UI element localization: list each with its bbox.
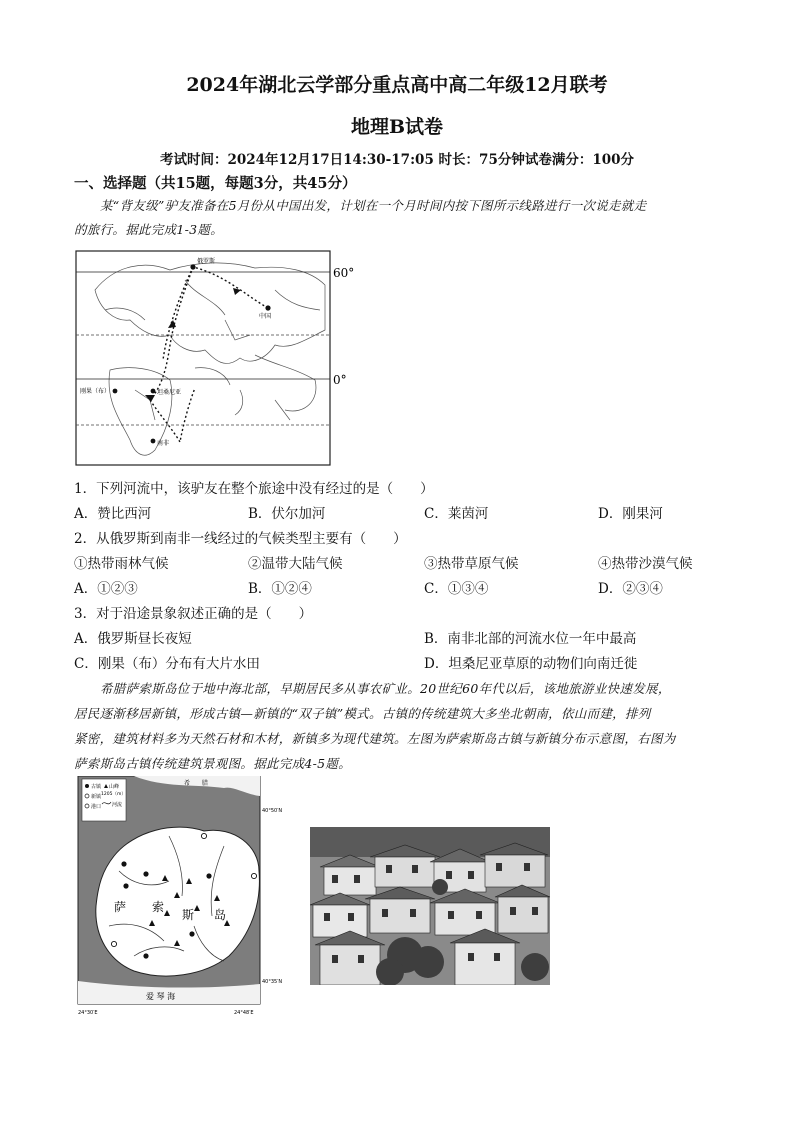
q2-item-4: ④热带沙漠气候 <box>598 556 693 572</box>
island-char-4: 岛 <box>214 908 227 922</box>
q2-option-a[interactable]: A．①②③ <box>74 581 138 597</box>
legend-mountain: 山峰 <box>109 784 120 790</box>
question-2-stem: 2．从俄罗斯到南非一线经过的气候类型主要有（ ） <box>74 531 407 547</box>
q1-option-d[interactable]: D．刚果河 <box>598 506 663 522</box>
q2-option-c[interactable]: C．①③④ <box>424 581 489 597</box>
q1-option-c[interactable]: C．莱茵河 <box>424 506 489 522</box>
label-congo: 刚果（布） <box>80 388 111 395</box>
label-aegean: 爱 琴 海 <box>146 992 176 1001</box>
island-char-1: 萨 <box>114 900 127 914</box>
intro1-line2: 的旅行。据此完成1-3题。 <box>74 222 224 237</box>
thasos-map-svg <box>74 776 294 1018</box>
island-char-2: 索 <box>152 900 165 914</box>
intro2-line2: 居民逐渐移居新镇，形成古镇—新镇的“双子镇”模式。古镇的传统建筑大多坐北朝南，依山而建，排列 <box>74 706 651 721</box>
label-russia: 俄罗斯 <box>197 258 216 265</box>
island-char-3: 斯 <box>182 908 195 922</box>
question-1-stem: 1．下列河流中，该驴友在整个旅途中没有经过的是（ ） <box>74 481 434 497</box>
route-map <box>75 250 365 470</box>
section-heading: 一、选择题（共15题，每题3分，共45分） <box>74 175 357 192</box>
exam-subtitle: 地理B试卷 <box>350 116 444 138</box>
legend-port: 港口 <box>91 804 102 810</box>
q2-option-b[interactable]: B．①②④ <box>248 581 312 597</box>
label-lon-right: 24°48′E <box>234 1010 254 1016</box>
label-lat-bottom: 40°35′N <box>262 979 283 985</box>
q3-option-b[interactable]: B．南非北部的河流水位一年中最高 <box>424 631 637 647</box>
label-lon-left: 24°30′E <box>78 1010 98 1016</box>
old-town-photo <box>310 827 550 985</box>
intro2-line1: 希腊萨索斯岛位于地中海北部，早期居民多从事农矿业。20世纪60年代以后，该地旅游业快速发展， <box>100 681 671 696</box>
old-town-photo-svg <box>310 827 550 985</box>
intro1-line1: 某“背友级”驴友准备在5月份从中国出发，计划在一个月时间内按下图所示线路进行一次说走就走 <box>100 198 647 213</box>
q2-item-2: ②温带大陆气候 <box>248 556 343 572</box>
intro2-line3: 紧密，建筑材料多为天然石材和木材，新镇多为现代建筑。左图为萨索斯岛古镇与新镇分布示意图，右图为 <box>74 731 676 746</box>
exam-info: 考试时间：2024年12月17日14:30-17:05 时长：75分钟试卷满分：100分 <box>159 152 635 168</box>
label-lat-0: 0° <box>333 373 347 387</box>
legend-elevation: 1205（m） <box>101 792 126 797</box>
q3-option-d[interactable]: D．坦桑尼亚草原的动物们向南迁徙 <box>424 656 638 672</box>
q3-option-a[interactable]: A．俄罗斯昼长夜短 <box>74 631 192 647</box>
label-lat-60: 60° <box>333 266 355 280</box>
label-china: 中国 <box>259 313 272 320</box>
legend-old-town: 古镇 <box>91 784 102 790</box>
q3-option-c[interactable]: C．刚果（布）分布有大片水田 <box>74 656 260 672</box>
label-tanzania: 坦桑尼亚 <box>157 389 182 396</box>
route-map-svg <box>75 250 365 470</box>
label-greece: 希 腊 <box>184 780 209 787</box>
legend-river: 河流 <box>112 802 123 808</box>
label-southafrica: 南非 <box>157 440 170 447</box>
q2-item-1: ①热带雨林气候 <box>74 556 169 572</box>
thasos-map <box>74 776 294 1018</box>
q2-option-d[interactable]: D．②③④ <box>598 581 663 597</box>
question-3-stem: 3．对于沿途景象叙述正确的是（ ） <box>74 606 313 622</box>
q1-option-a[interactable]: A．赞比西河 <box>74 506 152 522</box>
q1-option-b[interactable]: B．伏尔加河 <box>248 506 326 522</box>
legend-new-town: 新镇 <box>91 794 102 800</box>
q2-item-3: ③热带草原气候 <box>424 556 519 572</box>
label-lat-top: 40°50′N <box>262 808 283 814</box>
exam-title: 2024年湖北云学部分重点高中高二年级12月联考 <box>186 74 608 96</box>
intro2-line4: 萨索斯岛古镇传统建筑景观图。据此完成4-5题。 <box>74 756 352 771</box>
